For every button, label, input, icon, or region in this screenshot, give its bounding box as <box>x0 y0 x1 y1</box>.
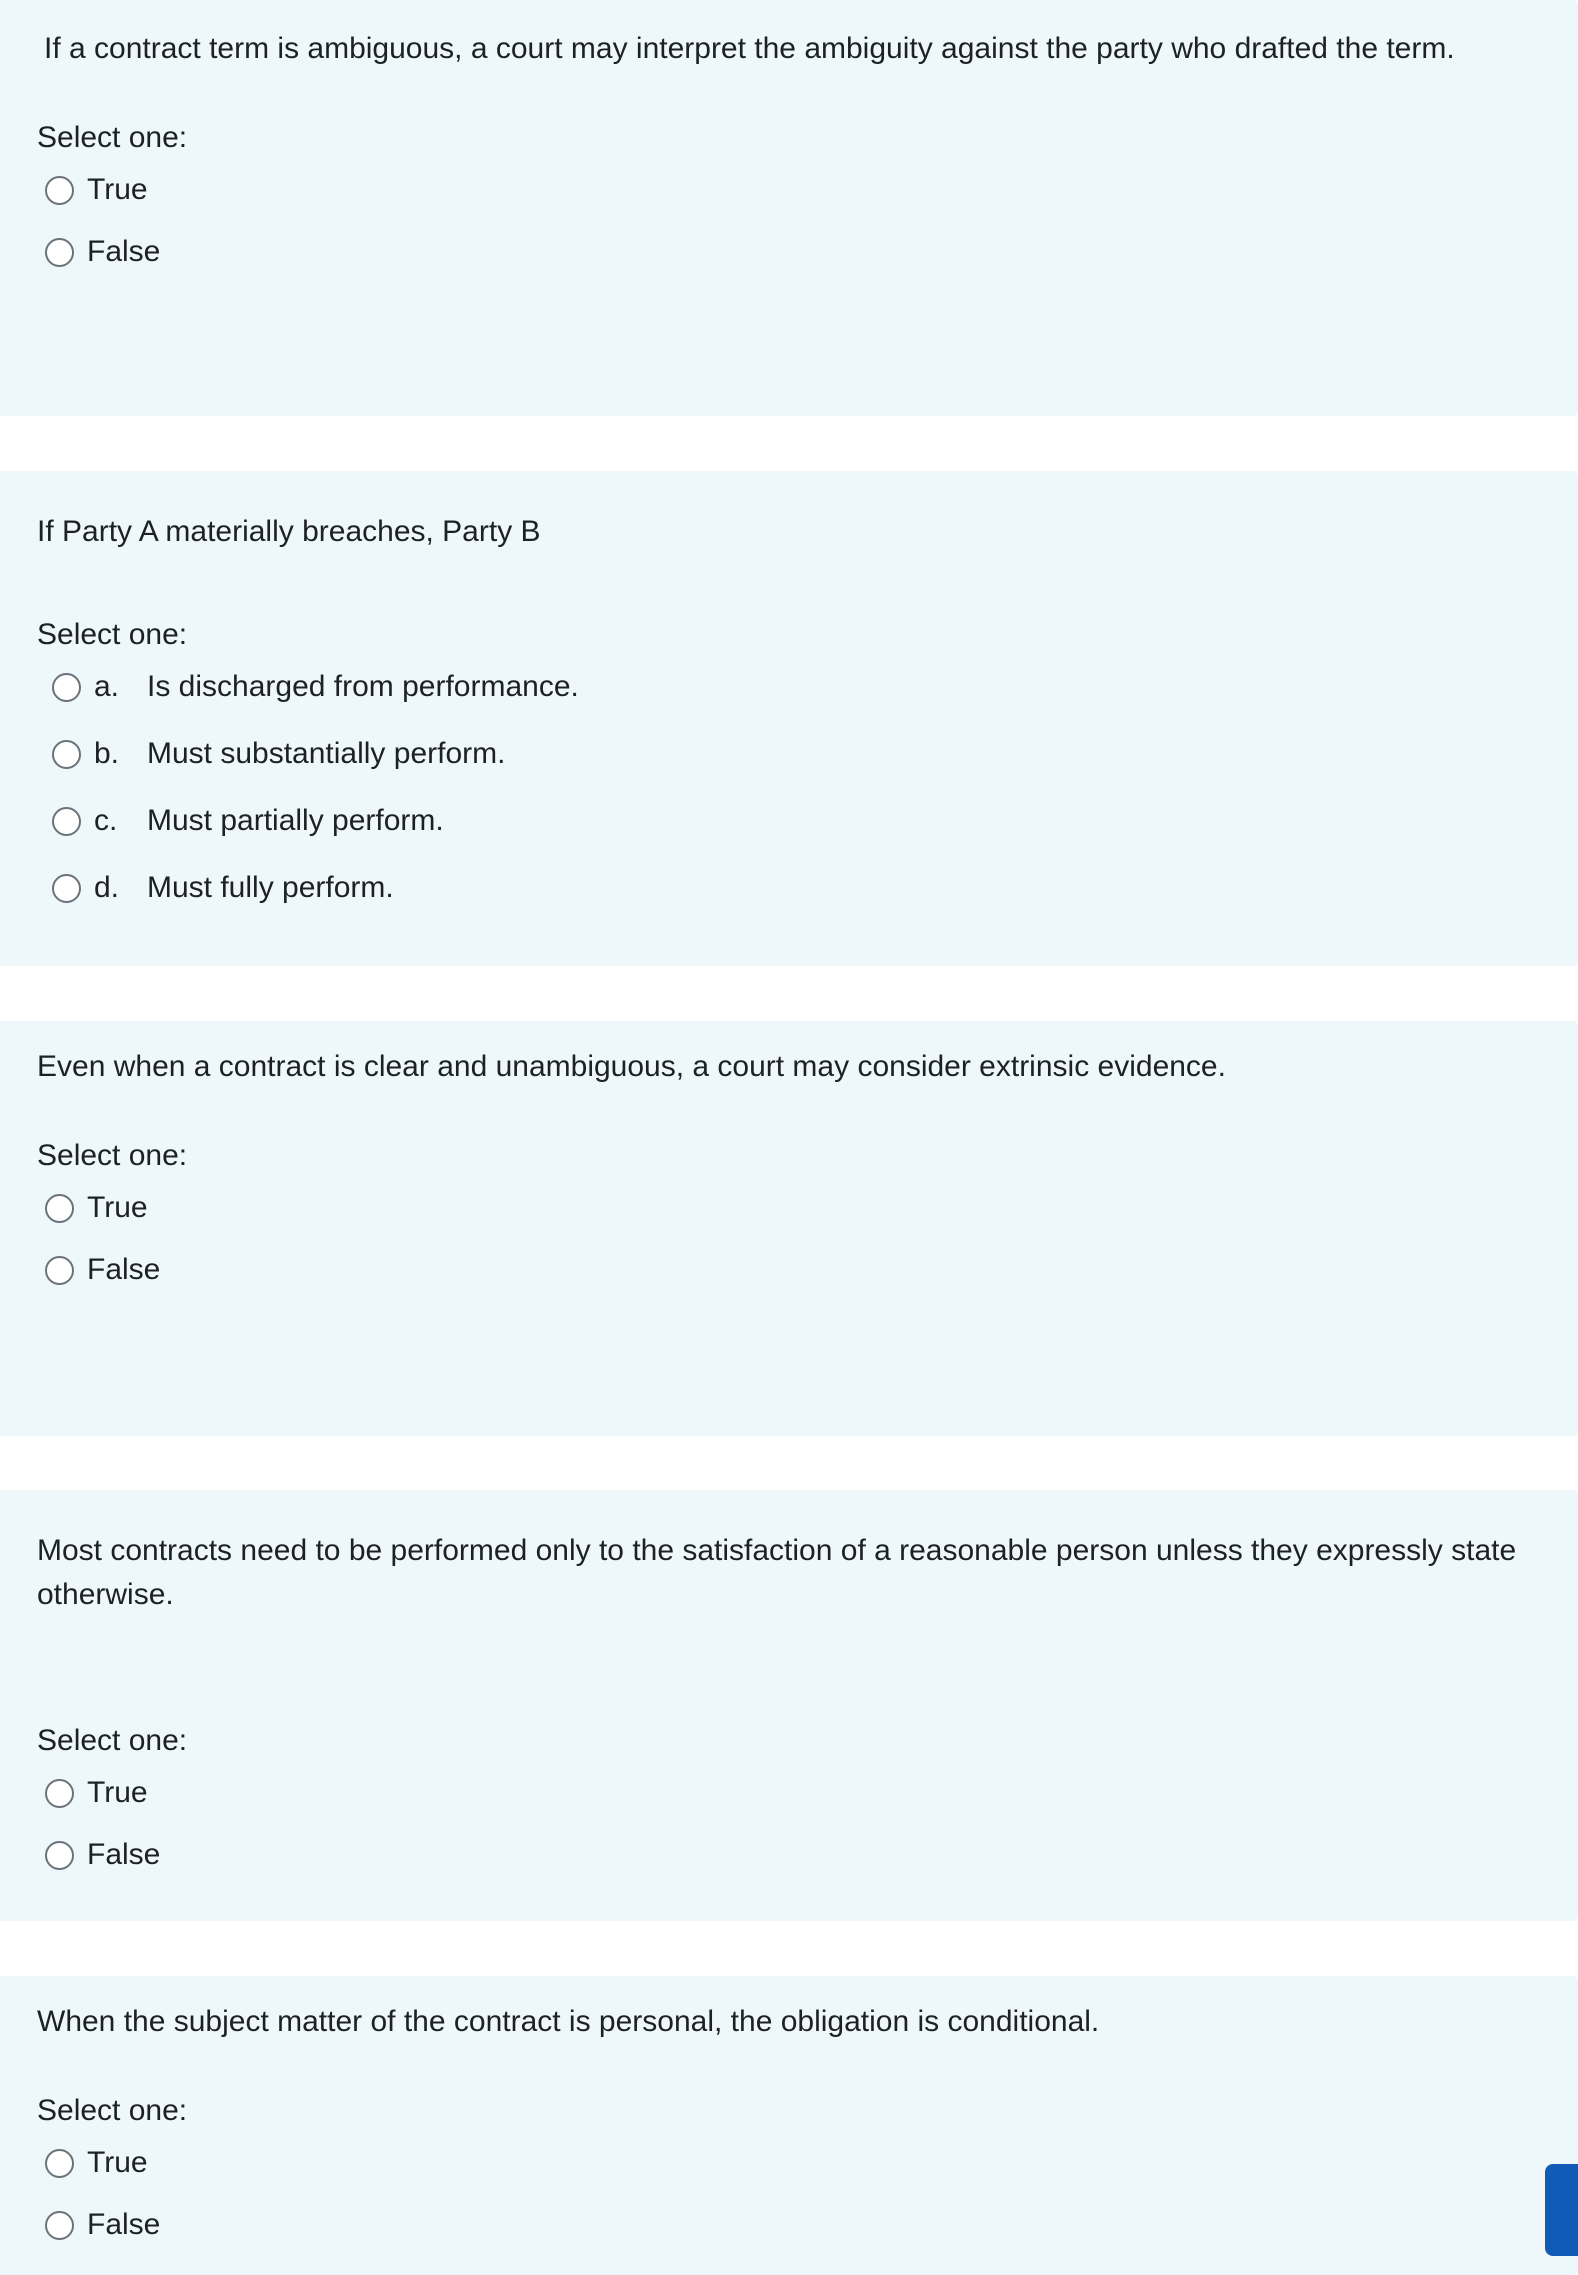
option-false[interactable] <box>45 232 160 272</box>
option-label: False <box>87 1838 161 1871</box>
radio-button-icon[interactable] <box>52 673 81 702</box>
option-label: True <box>87 2146 148 2179</box>
select-one-prompt: Select one: <box>37 1724 188 1757</box>
select-one-prompt: Select one: <box>37 121 188 154</box>
option-label: False <box>87 2208 161 2241</box>
radio-button-icon[interactable] <box>45 1779 74 1808</box>
question-card-2 <box>0 471 1578 966</box>
radio-button-icon[interactable] <box>45 1841 74 1870</box>
option-c[interactable] <box>52 801 444 841</box>
option-true[interactable] <box>45 1188 148 1228</box>
radio-button-icon[interactable] <box>52 874 81 903</box>
option-letter: d. <box>94 871 120 904</box>
select-one-prompt: Select one: <box>37 618 188 651</box>
option-false[interactable] <box>45 1835 160 1875</box>
radio-button-icon[interactable] <box>45 176 74 205</box>
option-label: True <box>87 1776 148 1809</box>
option-true[interactable] <box>45 2143 148 2183</box>
option-letter: a. <box>94 670 120 703</box>
select-one-prompt: Select one: <box>37 1139 188 1172</box>
option-label: True <box>87 173 148 206</box>
question-text: Most contracts need to be performed only to the satisfaction of a reasonable person unless they expressly state otherwise. <box>37 1534 1525 1611</box>
side-panel-toggle-button[interactable] <box>1545 2164 1578 2256</box>
option-letter: c. <box>94 804 118 837</box>
radio-button-icon[interactable] <box>52 807 81 836</box>
question-card-5 <box>0 1976 1578 2275</box>
option-false[interactable] <box>45 2205 160 2245</box>
option-label: False <box>87 1253 161 1286</box>
question-card-3 <box>0 1021 1578 1436</box>
option-label: Must fully perform. <box>147 871 394 904</box>
question-text: Even when a contract is clear and unambiguous, a court may consider extrinsic evidence. <box>37 1050 1226 1083</box>
option-a[interactable] <box>52 667 579 707</box>
option-letter: b. <box>94 737 120 770</box>
radio-button-icon[interactable] <box>45 1194 74 1223</box>
select-one-prompt: Select one: <box>37 2094 188 2127</box>
option-label: False <box>87 235 161 268</box>
question-text: If Party A materially breaches, Party B <box>37 515 541 548</box>
option-d[interactable] <box>52 868 394 908</box>
radio-button-icon[interactable] <box>52 740 81 769</box>
question-card-1 <box>0 0 1578 416</box>
option-label: Must partially perform. <box>147 804 444 837</box>
radio-button-icon[interactable] <box>45 238 74 267</box>
option-b[interactable] <box>52 734 505 774</box>
option-false[interactable] <box>45 1250 160 1290</box>
question-card-4 <box>0 1490 1578 1921</box>
radio-button-icon[interactable] <box>45 1256 74 1285</box>
radio-button-icon[interactable] <box>45 2211 74 2240</box>
option-label: Is discharged from performance. <box>147 670 579 703</box>
radio-button-icon[interactable] <box>45 2149 74 2178</box>
option-true[interactable] <box>45 170 148 210</box>
question-text: When the subject matter of the contract is personal, the obligation is conditional. <box>37 2005 1100 2038</box>
option-label: True <box>87 1191 148 1224</box>
option-true[interactable] <box>45 1773 148 1813</box>
option-label: Must substantially perform. <box>147 737 506 770</box>
question-text: If a contract term is ambiguous, a court may interpret the ambiguity against the party who drafted the term. <box>44 32 1455 65</box>
